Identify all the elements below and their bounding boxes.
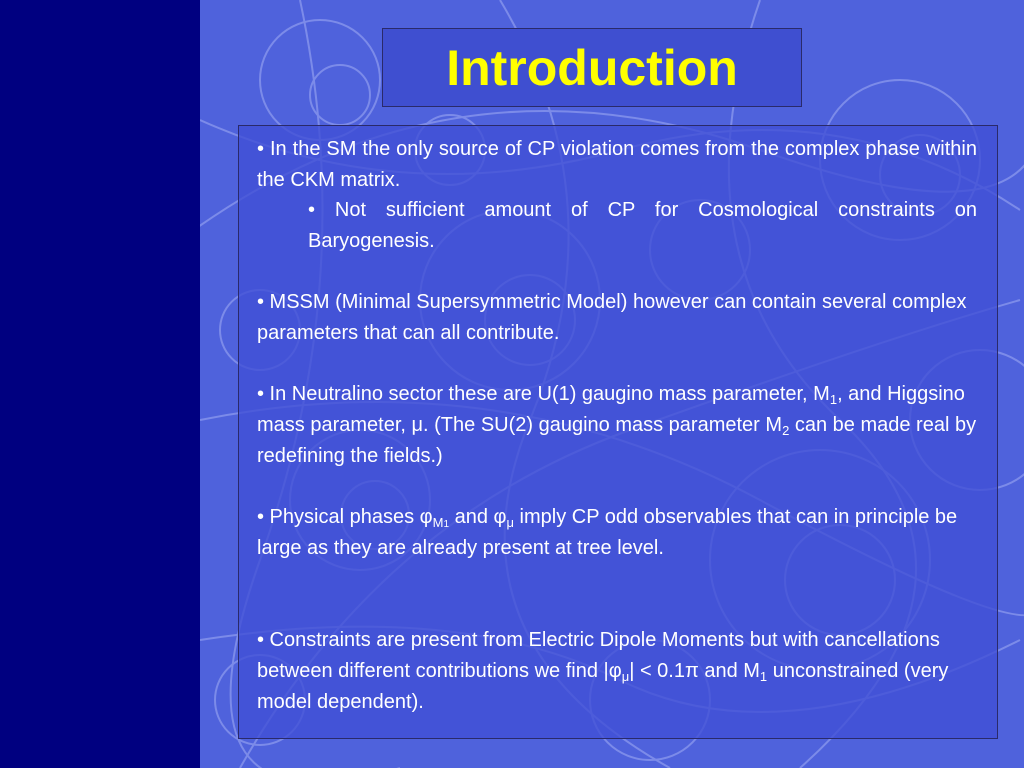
subscript: 1 [443,519,450,530]
subscript: M [432,515,444,530]
bullet-text: • Constraints are present from Electric Dipole Moments but with cancellations between different contributions we find |φ [257,629,940,682]
content-box [238,125,998,739]
bullet-edm-constraints [257,625,977,718]
subscript: 1 [759,669,768,684]
bullet-mssm: • MSSM (Minimal Supersymmetric Model) however can contain several complex parameters that can all contribute. [257,291,967,344]
bullet-text: • In Neutralino sector these are U(1) gaugino mass parameter, M [257,383,830,405]
bullet-text: • Physical phases φ [257,506,433,528]
bullet-text: , and Higgsino mass parameter, μ. (The SU(2) gaugino mass parameter M [257,383,965,436]
bullet-text: imply CP odd observables that can in principle be large as they are already present at tree level. [257,506,958,559]
sub-bullet-baryogenesis: • Not sufficient amount of CP for Cosmological constraints on Baryogenesis. [308,199,977,252]
bullet-text: and φ [449,506,507,528]
subscript: 1 [829,392,838,407]
subscript: μ [621,669,630,684]
bullet-physical-phases [257,502,977,564]
bullet-text: unconstrained (very model dependent). [257,660,949,713]
left-navy-band [0,0,200,768]
bullet-neutralino-sector [257,379,977,472]
subscript: μ [506,515,514,530]
bullet-text: can be made real by redefining the fields.) [257,414,977,467]
slide-title: Introduction [446,39,738,96]
bullet-sm-cp-violation: • In the SM the only source of CP violation comes from the complex phase within the CKM matrix. [257,138,977,191]
bullet-text: | < 0.1π and M [629,660,760,682]
title-box [382,28,802,107]
subscript: 2 [782,423,790,438]
